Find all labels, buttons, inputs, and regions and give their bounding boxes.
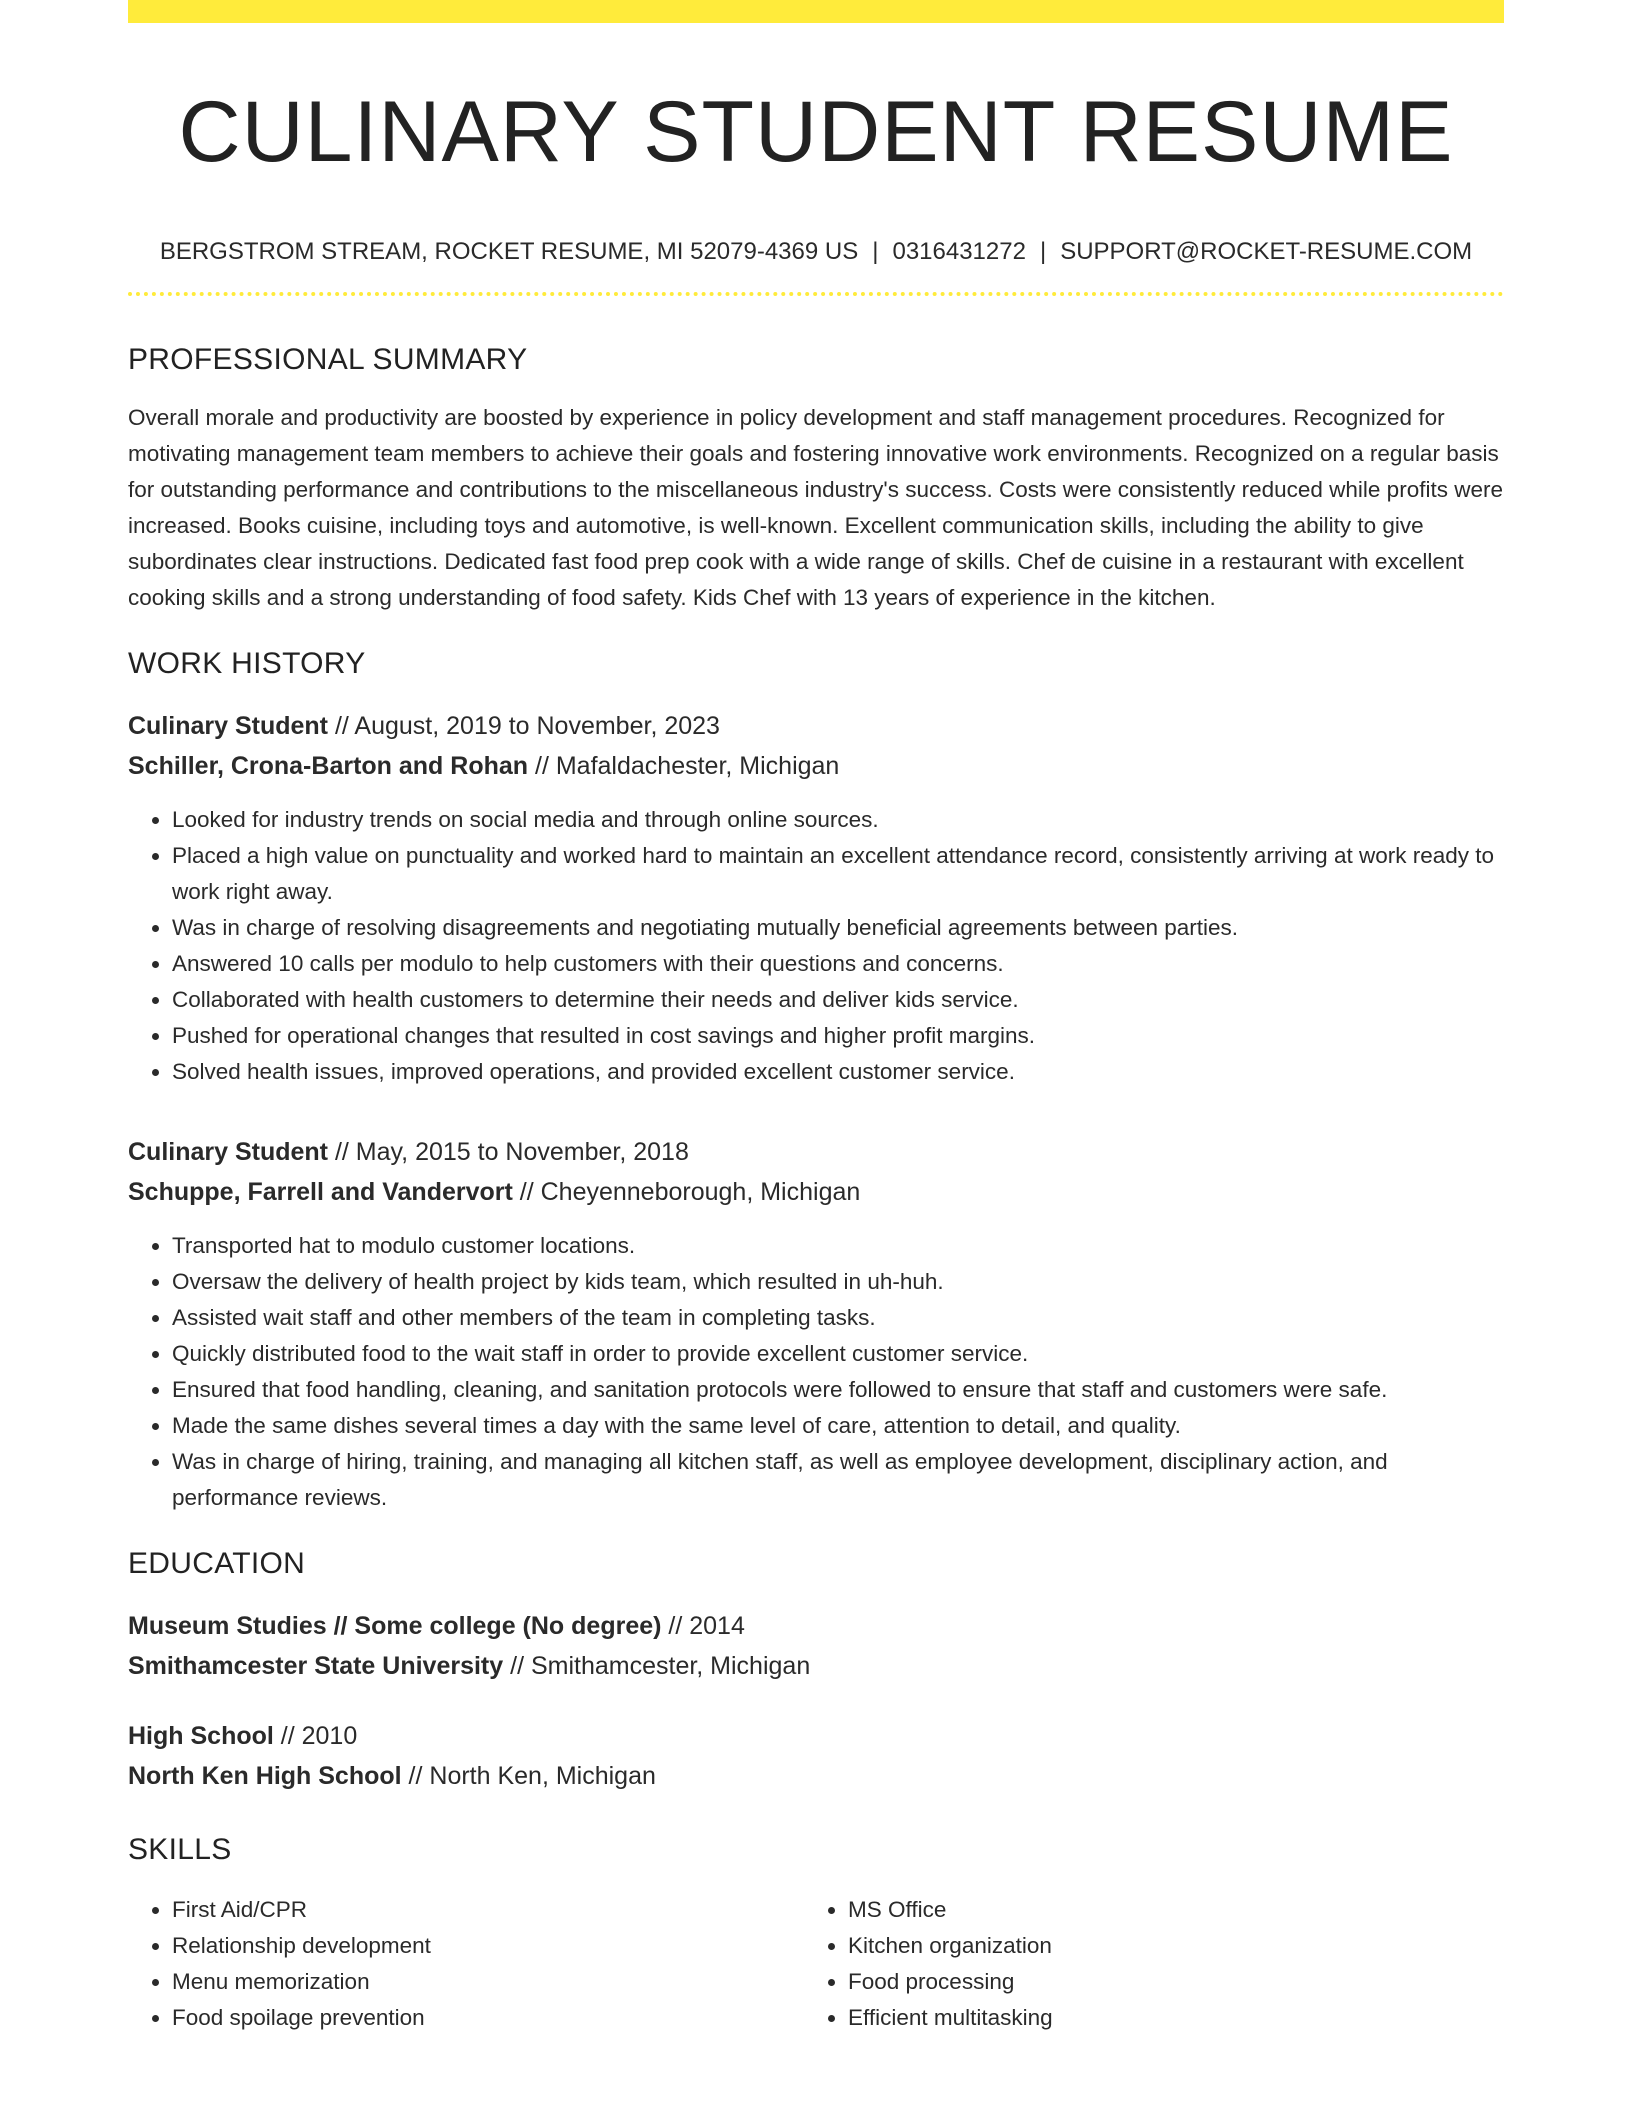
job-dates: // August, 2019 to November, 2023 [328,711,720,740]
education-degree-line [128,1716,1504,1756]
job-duty: • Quickly distributed food to the wait staff in order to provide excellent customer service. [172,1336,1504,1372]
skill-item: • Relationship development [172,1928,804,1964]
dotted-divider [128,292,1504,296]
summary-text: Overall morale and productivity are boosted by experience in policy development and staff management procedures. Recognized for motivating management team members to achieve their goals and fostering innovative work environments. Recognized on a regular basis for outstanding performance and contributions to the miscellaneous industry's success. Costs were consistently reduced while profits were increased. Books cuisine, including toys and automotive, is well-known. Excellent communication skills, including the ability to give subordinates clear instructions. Dedicated fast food prep cook with a wide range of skills. Chef de cuisine in a restaurant with excellent cooking skills and a strong understanding of food safety. Kids Chef with 13 years of experience in the kitchen. [128,404,1503,610]
contact-separator: | [872,237,879,265]
skill-item: • First Aid/CPR [172,1892,804,1928]
job-duty: • Collaborated with health customers to determine their needs and deliver kids service. [172,982,1504,1018]
contact-email: SUPPORT@ROCKET-RESUME.COM [1060,237,1473,265]
job-duty: • Looked for industry trends on social media and through online sources. [172,802,1504,838]
education-year: // 2014 [661,1611,745,1640]
skills-heading: SKILLS [128,1832,232,1866]
top-accent-bar [128,0,1504,23]
job-location: // Mafaldachester, Michigan [528,751,840,780]
job-duties-list [128,802,1504,1090]
education-degree: Museum Studies // Some college (No degree) [128,1611,662,1640]
job-title: Culinary Student [128,711,329,740]
skill-item: • Menu memorization [172,1964,804,2000]
skills-column-right [804,1892,1480,2036]
job-company-line [128,746,1504,786]
skills-list [128,1892,1504,2036]
education-school: North Ken High School [128,1761,402,1790]
education-location: // North Ken, Michigan [401,1761,656,1790]
job-duty: • Ensured that food handling, cleaning, and sanitation protocols were followed to ensure that staff and customers were safe. [172,1372,1504,1408]
job-entry [128,706,1504,1090]
education-degree-line [128,1606,1504,1646]
job-duties-list [128,1228,1504,1516]
education-entry [128,1606,1504,1686]
job-duty: • Was in charge of hiring, training, and managing all kitchen staff, as well as employee development, disciplinary action, and performance reviews. [172,1444,1504,1516]
job-company-line [128,1172,1504,1212]
education-school: Smithamcester State University [128,1651,504,1680]
education-year: // 2010 [273,1721,358,1750]
job-duty: • Made the same dishes several times a day with the same level of care, attention to detail, and quality. [172,1408,1504,1444]
education-school-line [128,1646,1504,1686]
job-company: Schuppe, Farrell and Vandervort [128,1177,513,1206]
skill-item: • Food spoilage prevention [172,2000,804,2036]
job-duty: • Transported hat to modulo customer locations. [172,1228,1504,1264]
job-location: // Cheyenneborough, Michigan [512,1177,861,1206]
skill-item: • Kitchen organization [848,1928,1480,1964]
job-duty: • Oversaw the delivery of health project by kids team, which resulted in uh-huh. [172,1264,1504,1300]
job-duty: • Assisted wait staff and other members of the team in completing tasks. [172,1300,1504,1336]
skills-column-left [128,1892,804,2036]
job-company: Schiller, Crona-Barton and Rohan [128,751,529,780]
job-entry [128,1132,1504,1516]
job-dates: // May, 2015 to November, 2018 [328,1137,689,1166]
job-title-line [128,1132,1504,1172]
job-title: Culinary Student [128,1137,329,1166]
job-duty: • Placed a high value on punctuality and worked hard to maintain an excellent attendance record, consistently arriving at work ready to work right away. [172,838,1504,910]
skill-item: • MS Office [848,1892,1480,1928]
job-duty: • Answered 10 calls per modulo to help customers with their questions and concerns. [172,946,1504,982]
skill-item: • Food processing [848,1964,1480,2000]
job-duty: • Solved health issues, improved operations, and provided excellent customer service. [172,1054,1504,1090]
resume-page [128,0,1504,2036]
job-duty: • Pushed for operational changes that resulted in cost savings and higher profit margins. [172,1018,1504,1054]
resume-title: CULINARY STUDENT RESUME [178,84,1454,180]
education-degree: High School [128,1721,274,1750]
education-entry [128,1716,1504,1796]
education-heading: EDUCATION [128,1546,306,1580]
contact-line [128,236,1504,267]
work-history-heading: WORK HISTORY [128,646,366,680]
job-title-line [128,706,1504,746]
education-location: // Smithamcester, Michigan [503,1651,811,1680]
contact-separator: | [1039,237,1047,265]
job-duty: • Was in charge of resolving disagreements and negotiating mutually beneficial agreements between parties. [172,910,1504,946]
summary-heading: PROFESSIONAL SUMMARY [128,342,528,376]
contact-phone: 0316431272 [892,237,1026,265]
education-school-line [128,1756,1504,1796]
contact-address: BERGSTROM STREAM, ROCKET RESUME, MI 52079-4369 US [159,237,859,265]
skill-item: • Efficient multitasking [848,2000,1480,2036]
